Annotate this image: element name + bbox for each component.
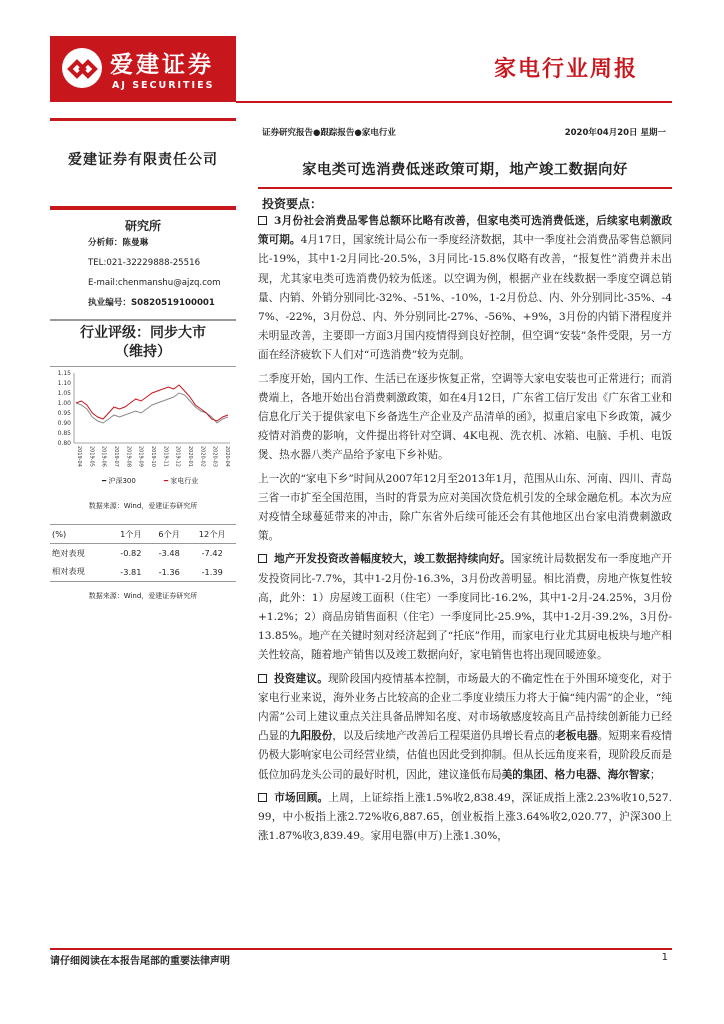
stock-highlight: 老板电器	[555, 730, 598, 743]
analyst-info	[50, 237, 236, 317]
y-tick-label: 1.05	[57, 390, 71, 397]
x-tick-label: 2020-01	[187, 446, 193, 467]
logo-text-cn: 爱建证券	[110, 52, 214, 78]
x-tick-label: 2019-07	[113, 446, 119, 467]
table-header-row	[50, 525, 236, 544]
report-meta	[258, 126, 672, 140]
rating-line-1: 行业评级：同步大市	[80, 325, 206, 341]
series-line-hs300	[76, 393, 228, 423]
x-tick-label: 2019-06	[100, 446, 107, 467]
table-cell: -3.48	[158, 548, 180, 559]
table-header: 6个月	[150, 525, 188, 544]
analyst-name: 分析师：陈曼琳	[88, 238, 149, 248]
paragraph-body: 现阶段国内疫情基本控制，市场最大的不确定性在于外围环境变化，对于家电行业来说，海外业务占比较高的企业二季度业绩压力将大于偏“纯内需”的企业，“纯内需”公司上建议重点关注具备品牌知名度、对市场敏感度较高且产品持续创新能力已经凸显的	[258, 672, 673, 743]
report-date: 2020年04月20日 星期一	[564, 128, 666, 138]
paragraph-lead: 3月份社会消费品零售总额环比略有改善，但家电类可选消费低迷，后续家电刺激政策可期。	[258, 215, 672, 247]
legend-appliance: ━ 家电行业	[163, 477, 199, 485]
title-divider	[258, 187, 672, 189]
performance-chart	[50, 367, 236, 495]
y-tick-label: 0.90	[57, 420, 71, 427]
paragraph-history: 上一次的“家电下乡”时间从2007年12月至2013年1月，范围从山东、河南、四川、青岛三省一市扩至全国范围，当时的背景为应对美国次贷危机引发的全球金融危机。本次为应对疫情全球蔓延带来的冲击，除广东省外后续可能还会有其他地区出台家电消费刺激政策。	[258, 472, 672, 543]
table-source: 数据来源：Wind，爱建证券研究所	[88, 592, 198, 600]
paragraph-body: ，以及后续地产改善后工程渠道仍具增长看点的	[332, 730, 556, 743]
chart-svg	[50, 367, 236, 475]
stock-highlight: 九阳股份	[289, 730, 333, 743]
analyst-email: E-mail:chenmanshu@ajzq.com	[88, 278, 221, 288]
research-dept: 研究所	[124, 219, 161, 233]
table-header: 1个月	[112, 525, 150, 544]
x-tick-label: 2019-10	[150, 446, 156, 467]
logo-mark-icon	[62, 48, 102, 88]
series-line-appliance	[76, 385, 228, 421]
table-cell: 绝对表现	[52, 547, 85, 558]
y-tick-label: 0.85	[57, 430, 71, 437]
paragraph-real-estate	[258, 550, 672, 665]
bullet-square-icon	[258, 674, 267, 683]
footer-divider	[50, 948, 672, 950]
paragraph-body: 上周，上证综指上涨1.5%收2,838.49，深证成指上涨2.23%收10,527.99，中小板指上涨2.72%收6,887.65，创业板指上涨3.64%收2,020.77，沪深300上涨1.87%收3,839.49。家用电器(申万)上涨1.30%，	[258, 791, 672, 843]
section-label: 投资要点：	[262, 197, 323, 211]
performance-table	[50, 524, 236, 582]
chart-legend	[102, 476, 226, 486]
x-tick-label: 2019-05	[88, 446, 95, 467]
paragraph-q2: 二季度开始，国内工作、生活已在逐步恢复正常，空调等大家电安装也可正常进行；而消费端上，各地开始出台消费刺激政策，如在4月12日，广东省工信厅发出《广东省工业和信息化厅关于提供家电下乡备选生产企业及产品清单的函》，拟重启家电下乡政策，减少疫情对消费的影响，文件提出将针对空调、4K电视、洗衣机、冰箱、电脑、手机、电饭煲、热水器八类产品给予家电下乡补贴。	[258, 372, 672, 462]
table-row	[50, 563, 236, 582]
table-header: 12个月	[188, 525, 236, 544]
x-tick-label: 2020-02	[199, 446, 206, 467]
industry-rating	[50, 319, 236, 367]
y-tick-label: 0.80	[57, 440, 71, 447]
table-header: (%)	[50, 525, 112, 544]
x-tick-label: 2019-12	[174, 446, 181, 467]
paragraph-retail	[258, 212, 672, 366]
paragraph-body: 国家统计局数据发布一季度地产开发投资同比-7.7%，其中1-2月份-16.3%，3月份改善明显。相比消费，房地产恢复性较高，此外：1）房屋竣工面积（住宅）一季度同比-16.2%，其中1-2月-24.25%，3月份+1.2%；2）商品房销售面积（住宅）一季度同比-25.9%，其中1-2月-39.2%，3月份-13.85%。地产在关键时刻对经济起到了“托底”作用，而家电行业尤其厨电板块与地产相关性较高，随着地产销售以及竣工数据向好，家电销售也将出现回暖迹象。	[258, 553, 672, 662]
x-tick-label: 2019-09	[137, 446, 144, 467]
report-category: 证券研究报告●跟踪报告●家电行业	[262, 128, 396, 138]
bullet-square-icon	[258, 793, 267, 802]
paragraph-body: 。短期来看疫情仍极大影响家电公司经营业绩，估值也因此受到抑制。但从长远角度来看，现阶段反而是低位加码龙头公司的最好时机，因此，建议逢低布局	[258, 730, 673, 781]
bullet-square-icon	[258, 216, 267, 225]
x-tick-label: 2020-04	[224, 446, 230, 467]
page-header	[0, 0, 724, 108]
paragraph-lead: 投资建议。	[274, 672, 328, 685]
company-logo	[50, 36, 236, 102]
y-tick-label: 1.10	[57, 380, 71, 387]
table-cell: -1.36	[150, 563, 188, 582]
table-cell: 相对表现	[50, 563, 112, 582]
paragraph-body: 4月17日，国家统计局公布一季度经济数据，其中一季度社会消费品零售总额同比-19%，其中1-2月同比-20.5%，3月同比-15.8%仅略有改善，“报复性”消费并未出现，尤其家电类可选消费仍较为低迷。以空调为例，根据产业在线数据一季度空调总销量、内销、外销分别同比-32%、-51%、-10%，1-2月份总、内、外分别同比-35%、-47%、-22%，3月份总、内、外分别同比-27%、-56%、+9%，3月份的内销下滑程度并未明显改善，主要即一方面3月国内疫情得到良好控制，但空调“安装”条件受限，另一方面在经济疲软下人们对“可选消费”较为克制。	[258, 234, 673, 362]
main-content	[258, 126, 672, 847]
bullet-square-icon	[258, 554, 267, 563]
x-tick-label: 2019-08	[125, 446, 132, 467]
table-cell: -7.42	[201, 548, 223, 559]
paragraph-body: ；	[649, 768, 661, 781]
table-row	[50, 544, 236, 563]
article-title: 家电类可选消费低迷政策可期，地产竣工数据向好	[302, 162, 628, 178]
header-divider	[236, 101, 672, 103]
report-title: 家电行业周报	[493, 57, 638, 82]
page-number: 1	[661, 952, 668, 963]
y-tick-label: 0.95	[57, 410, 71, 417]
y-tick-label: 1.00	[57, 400, 71, 407]
paragraph-advice	[258, 670, 672, 785]
chart-source: 数据来源：Wind，爱建证券研究所	[88, 502, 198, 510]
rating-line-2: （维持）	[115, 344, 171, 360]
sidebar-divider	[50, 206, 236, 210]
analyst-license: 执业编号：S0820519100001	[88, 298, 215, 308]
company-name: 爱建证券有限责任公司	[68, 152, 218, 168]
logo-text-en: AJ SECURITIES	[112, 80, 215, 91]
left-sidebar	[50, 118, 236, 601]
x-tick-label: 2019-04	[76, 446, 82, 467]
legend-hs300: ━ 沪深300	[102, 477, 136, 485]
x-tick-label: 2019-11	[162, 446, 169, 467]
paragraph-lead: 市场回顾。	[274, 791, 329, 804]
stock-highlight: 美的集团、格力电器、海尔智家	[501, 768, 650, 781]
y-tick-label: 1.15	[57, 370, 71, 377]
x-tick-label: 2020-03	[211, 446, 218, 467]
footer-disclaimer: 请仔细阅读在本报告尾部的重要法律声明	[50, 956, 230, 967]
table-cell: -3.81	[112, 563, 150, 582]
paragraph-lead: 地产开发投资改善幅度较大，竣工数据持续向好。	[274, 553, 511, 566]
table-cell: -1.39	[188, 563, 236, 582]
paragraph-market	[258, 789, 672, 847]
analyst-tel: TEL:021-32229888-25516	[88, 258, 201, 268]
table-cell: -0.82	[120, 548, 142, 559]
